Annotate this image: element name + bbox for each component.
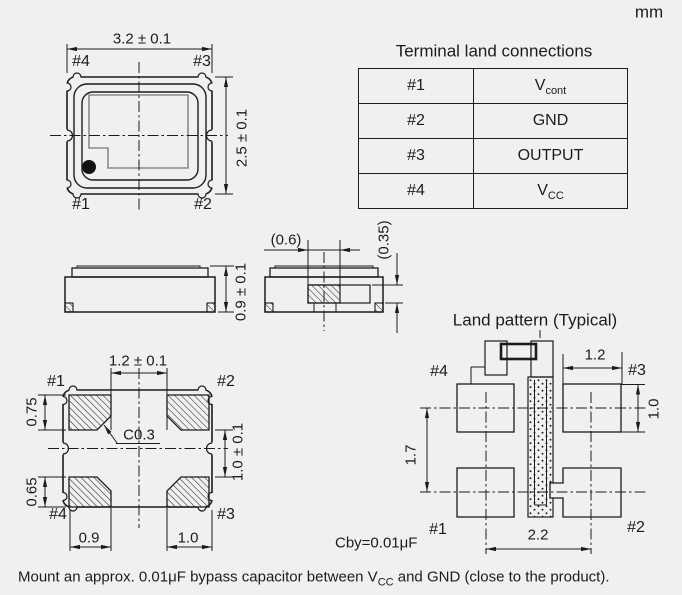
terminal-cell: #2 — [359, 104, 474, 139]
pad-3 — [167, 477, 209, 507]
bottom-view-pin-4: #4 — [49, 506, 67, 523]
top-view-pin-1: #1 — [72, 196, 90, 213]
land-pin-2: #2 — [627, 519, 645, 536]
dim-end-depth: (0.35) — [375, 220, 393, 260]
body — [65, 277, 215, 312]
dim-top-height: 2.5 ± 0.1 — [233, 108, 251, 168]
pin1-marker-dot — [82, 160, 96, 174]
connection-cell: GND — [474, 104, 628, 139]
land-pin-3: #3 — [628, 362, 646, 379]
terminal-foot — [375, 303, 383, 312]
table-row — [359, 104, 628, 139]
land-pin-4: #4 — [430, 363, 448, 380]
dim-land-pad-height: 1.0 — [645, 398, 663, 420]
land-pattern-title: Land pattern (Typical) — [452, 310, 618, 330]
terminal-connections-table — [358, 68, 628, 209]
terminal-cell: #1 — [359, 69, 474, 104]
table-row — [359, 174, 628, 209]
pad-1 — [69, 395, 111, 430]
unit-label: mm — [634, 2, 664, 22]
lid — [72, 268, 208, 277]
table-row — [359, 69, 628, 104]
dim-pad-gap: 1.0 ± 0.1 — [229, 422, 247, 482]
top-view-pin-4: #4 — [72, 53, 90, 70]
connection-cell: $V_{CC}$ — [474, 174, 628, 209]
mounting-note: Mount an approx. 0.01μF bypass capacitor between $V_{CC}$ and GND (close to the product). — [18, 568, 610, 589]
dim-pad-height-bottom: 0.65 — [23, 477, 41, 507]
dim-chamfer: C0.3 — [123, 426, 155, 444]
dim-pad-width-right: 1.0 — [177, 529, 199, 547]
pad-4 — [69, 477, 111, 507]
top-view-pin-2: #2 — [194, 196, 212, 213]
table-row — [359, 139, 628, 174]
bottom-view-pin-2: #2 — [217, 373, 235, 390]
terminal-cell: #3 — [359, 139, 474, 174]
land-pin-1: #1 — [429, 521, 447, 538]
dim-front-height: 0.9 ± 0.1 — [232, 262, 250, 322]
dim-top-width: 3.2 ± 0.1 — [112, 30, 172, 48]
top-view-pin-3: #3 — [193, 53, 211, 70]
land-pattern-drawing — [420, 330, 646, 554]
dim-land-col-pitch: 2.2 — [527, 526, 549, 544]
connection-cell: OUTPUT — [474, 139, 628, 174]
dim-end-width: (0.6) — [270, 231, 302, 249]
terminal-foot — [207, 303, 215, 312]
bypass-capacitor-label: Cby=0.01μF — [335, 534, 418, 552]
dim-land-row-pitch: 1.7 — [402, 444, 420, 466]
gnd-trace — [528, 377, 553, 517]
dim-bottom-inner-gap: 1.2 ± 0.1 — [108, 352, 168, 370]
connection-cell: $V_{cont}$ — [474, 69, 628, 104]
front-side-view-drawing — [65, 266, 234, 312]
dim-pad-width-left: 0.9 — [78, 529, 100, 547]
bottom-view-pin-1: #1 — [47, 373, 65, 390]
dim-land-pad-width: 1.2 — [584, 346, 606, 364]
bottom-view-pin-3: #3 — [217, 506, 235, 523]
pad-2 — [167, 395, 209, 430]
dim-pad-height-top: 0.75 — [23, 397, 41, 427]
bottom-view-drawing — [38, 368, 233, 551]
connections-table-title: Terminal land connections — [395, 41, 593, 61]
terminal-foot — [65, 303, 73, 312]
terminal-foot — [265, 303, 273, 312]
terminal-cell: #4 — [359, 174, 474, 209]
